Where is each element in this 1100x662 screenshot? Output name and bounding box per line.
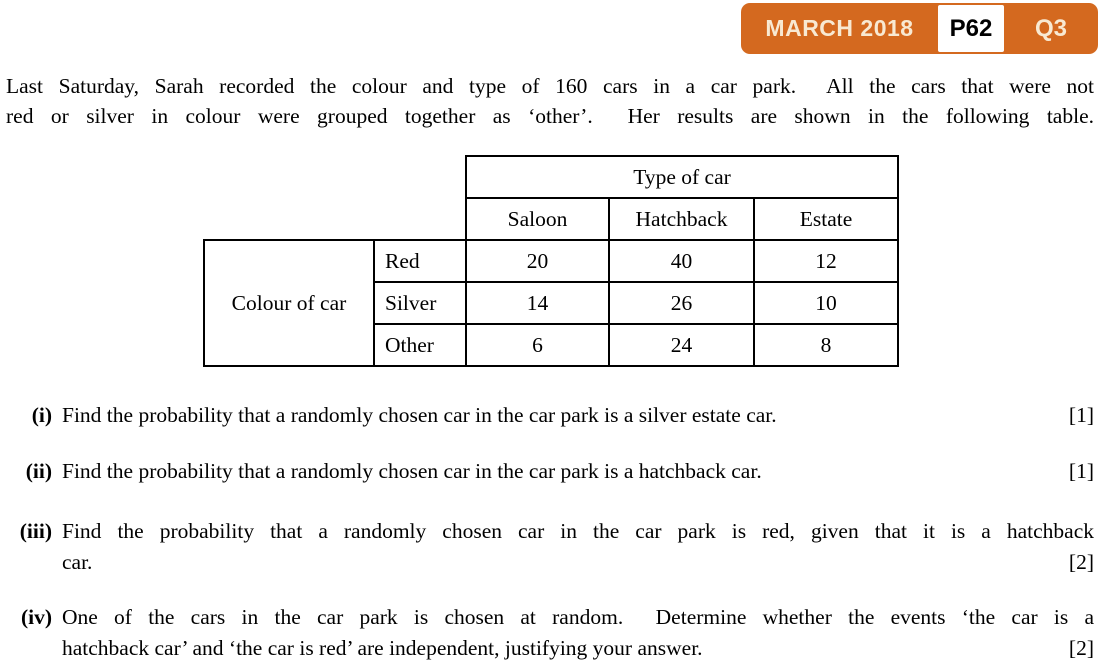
cell-other-estate: 8	[754, 324, 898, 366]
marks-label: [1]	[1068, 459, 1094, 483]
question-text-line: One of the cars in the car park is chosen at random. Determine whether the events ‘the car is a	[62, 605, 1094, 629]
question-number-label: Q3	[1034, 14, 1067, 42]
question-text-line: Find the probability that a randomly chosen car in the car park is a silver estate car.	[62, 403, 777, 427]
results-table	[203, 155, 899, 367]
question-item-ii	[6, 456, 1094, 487]
cell-silver-saloon: 14	[466, 282, 609, 324]
marks-label: [2]	[1068, 550, 1094, 574]
row-header-silver: Silver	[374, 282, 466, 324]
intro-line: Last Saturday, Sarah recorded the colour and type of 160 cars in a car park. All the cars that were not	[6, 74, 1094, 98]
question-body	[62, 400, 1094, 431]
cell-red-saloon: 20	[466, 240, 609, 282]
cell-red-hatchback: 40	[609, 240, 754, 282]
type-of-car-header: Type of car	[466, 156, 898, 198]
paper-number-label: P62	[938, 5, 1004, 52]
marks-label: [1]	[1068, 403, 1094, 427]
question-text-line: Find the probability that a randomly chosen car in the car park is a hatchback car.	[62, 459, 762, 483]
question-label: (i)	[31, 403, 52, 427]
intro-paragraph	[6, 71, 1094, 131]
question-text-line: hatchback car’ and ‘the car is red’ are independent, justifying your answer.	[62, 636, 703, 660]
cell-silver-hatchback: 26	[609, 282, 754, 324]
marks-label: [2]	[1068, 636, 1094, 660]
question-body	[62, 516, 1094, 578]
question-item-i	[6, 400, 1094, 431]
table-row	[204, 240, 898, 282]
question-body	[62, 602, 1094, 662]
question-label: (iii)	[19, 519, 52, 543]
question-item-iii	[6, 516, 1094, 578]
row-header-red: Red	[374, 240, 466, 282]
session-label: MARCH 2018	[765, 15, 914, 41]
exam-header-badge	[741, 3, 1098, 54]
col-header-estate: Estate	[754, 198, 898, 240]
intro-line: red or silver in colour were grouped together as ‘other’. Her results are shown in the following table.	[6, 104, 1094, 128]
question-label: (iv)	[20, 605, 52, 629]
question-item-iv	[6, 602, 1094, 662]
cell-other-saloon: 6	[466, 324, 609, 366]
question-label: (ii)	[25, 459, 52, 483]
col-header-hatchback: Hatchback	[609, 198, 754, 240]
row-header-other: Other	[374, 324, 466, 366]
question-body	[62, 456, 1094, 487]
question-text-line: Find the probability that a randomly chosen car in the car park is red, given that it is a hatchback	[62, 519, 1094, 543]
cell-other-hatchback: 24	[609, 324, 754, 366]
table-blank-cell	[204, 156, 466, 240]
col-header-saloon: Saloon	[466, 198, 609, 240]
cell-silver-estate: 10	[754, 282, 898, 324]
colour-of-car-header: Colour of car	[204, 240, 374, 366]
question-text-line: car.	[62, 550, 93, 574]
cell-red-estate: 12	[754, 240, 898, 282]
